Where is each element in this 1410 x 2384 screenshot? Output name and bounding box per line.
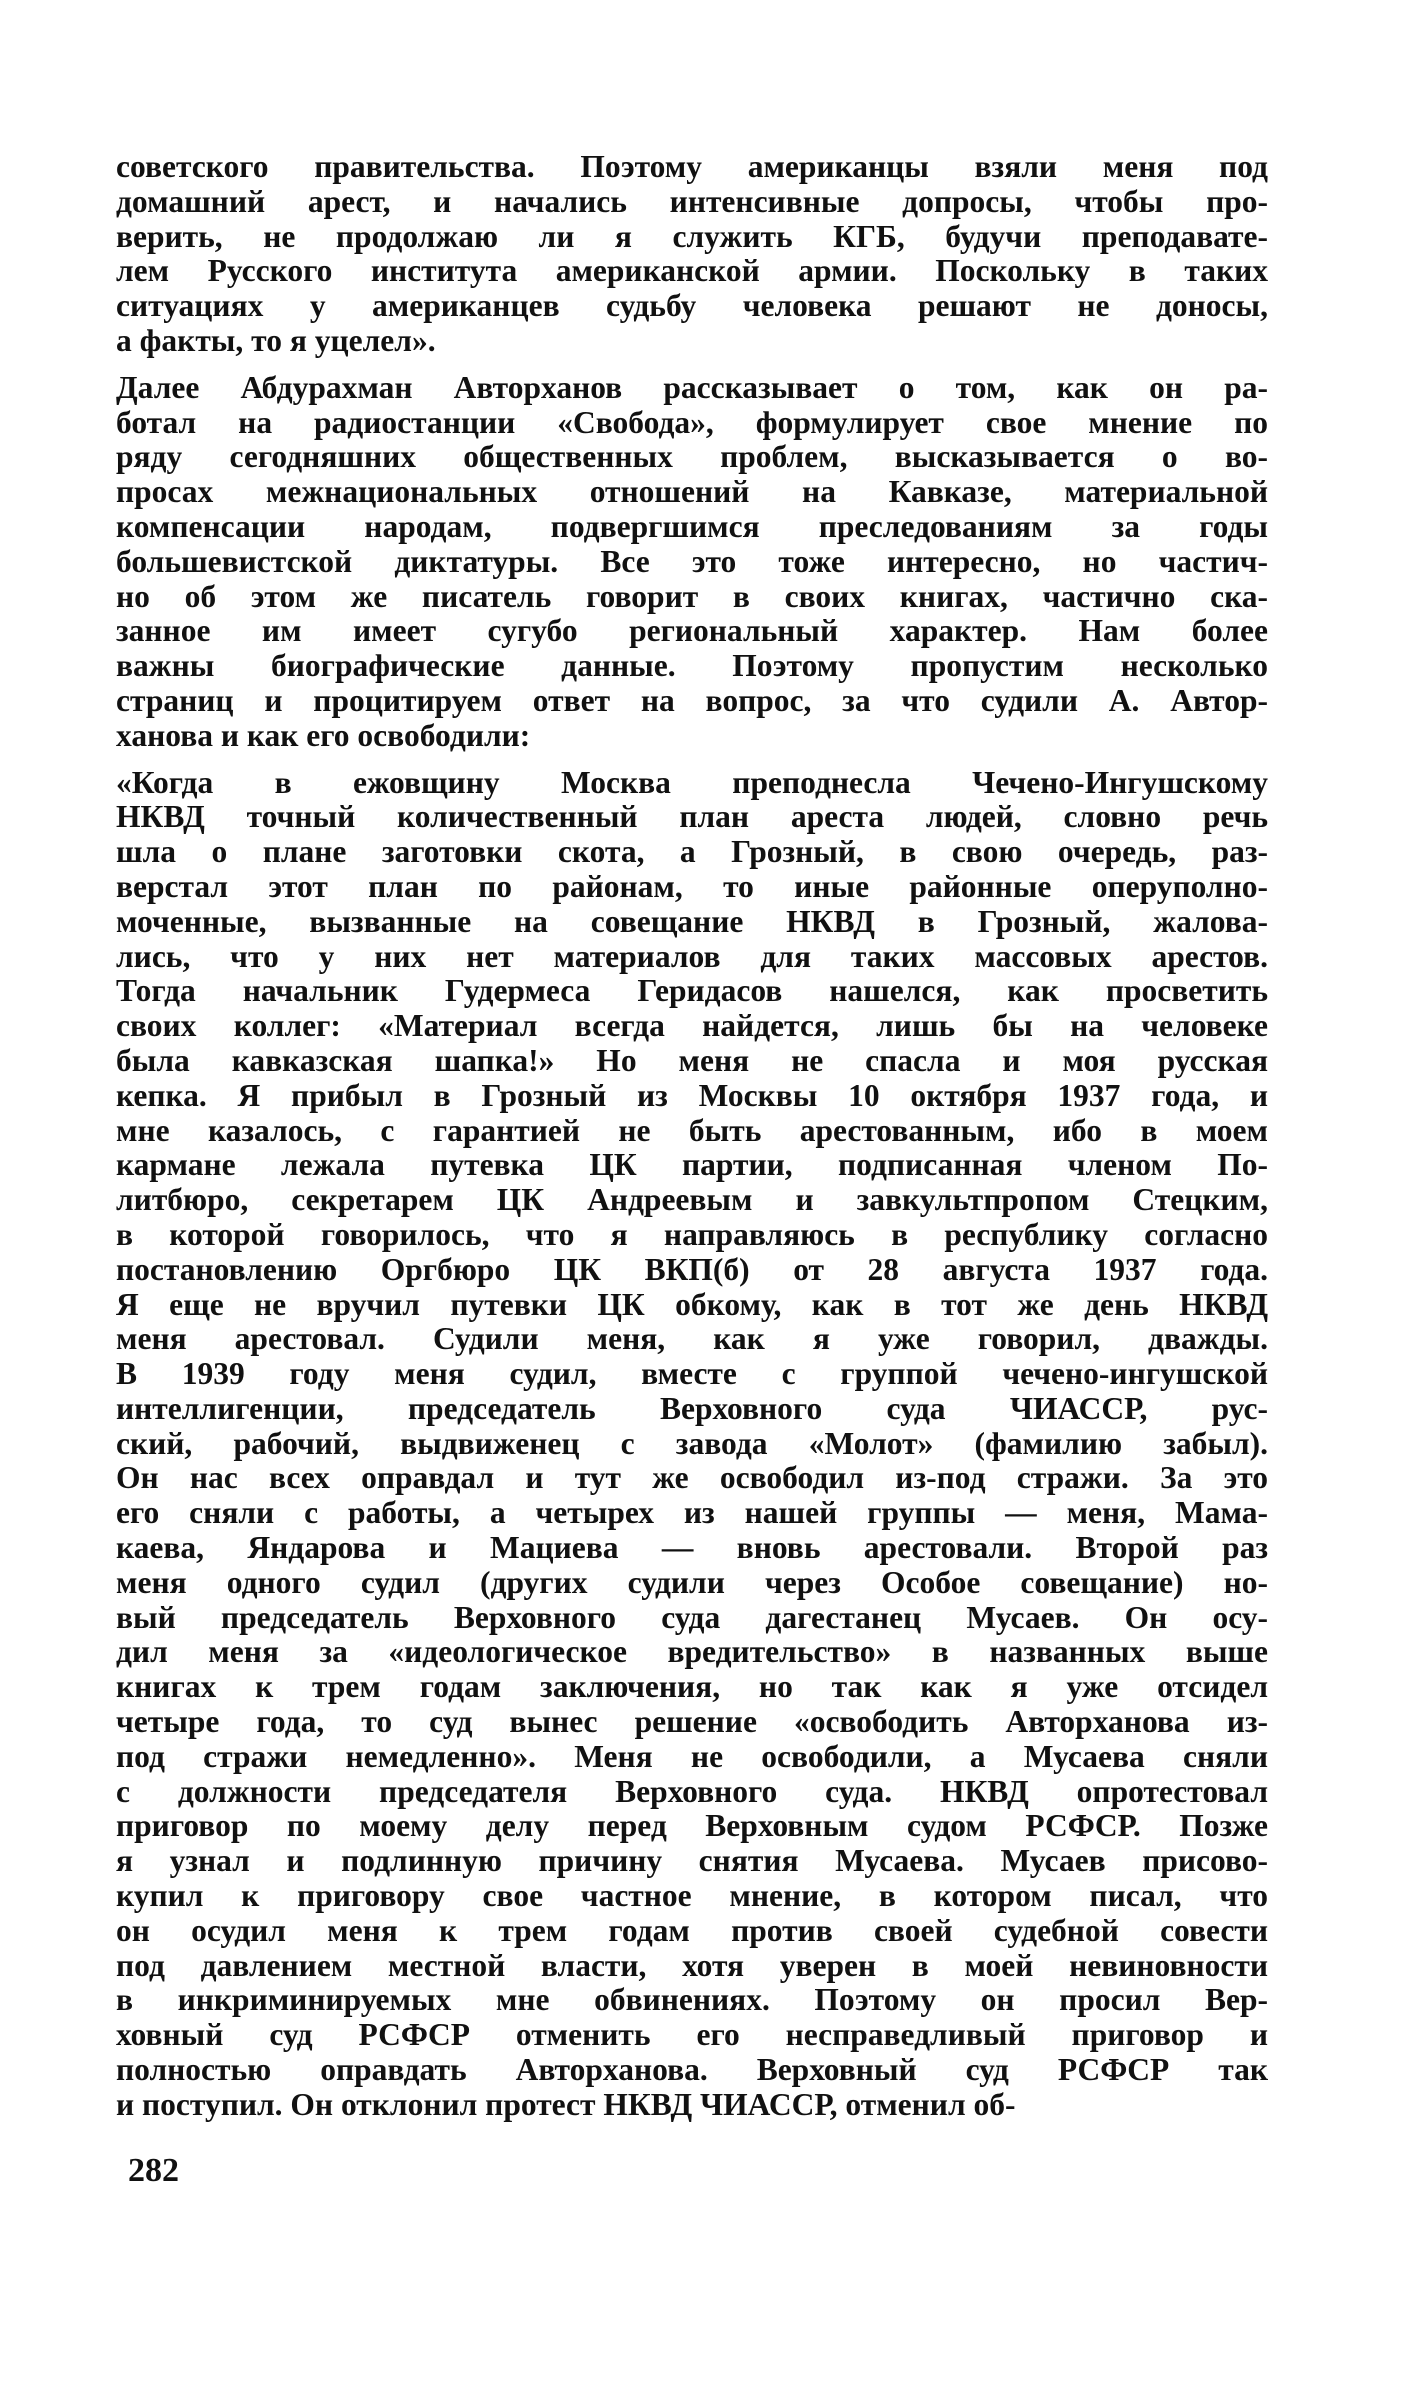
text-line: ситуациях у американцев судьбу человека решают не доносы, — [116, 288, 1268, 324]
paragraph-3-quote — [116, 766, 1268, 2123]
text-line: своих коллег: «Материал всегда найдется, лишь бы на человеке — [116, 1008, 1268, 1044]
text-line: приговор по моему делу перед Верховным судом РСФСР. Позже — [116, 1808, 1268, 1844]
text-line: занное им имеет сугубо региональный характер. Нам более — [116, 613, 1268, 649]
text-line: его сняли с работы, а четырех из нашей группы — меня, Мама- — [116, 1495, 1268, 1531]
text-line: ряду сегодняшних общественных проблем, высказывается о во- — [116, 439, 1268, 475]
text-line: он осудил меня к трем годам против своей судебной совести — [116, 1912, 1268, 1948]
text-line: кепка. Я прибыл в Грозный из Москвы 10 октября 1937 года, и — [116, 1077, 1268, 1113]
text-line: ботал на радиостанции «Свобода», формулирует свое мнение по — [116, 404, 1268, 440]
text-line: но об этом же писатель говорит в своих книгах, частично ска- — [116, 578, 1268, 614]
text-line: под давлением местной власти, хотя уверен в моей невиновности — [116, 1947, 1268, 1983]
text-line: советского правительства. Поэтому американцы взяли меня под — [116, 149, 1268, 184]
text-line: «Когда в ежовщину Москва преподнесла Чечено-Ингушскому — [116, 764, 1268, 800]
text-line: дил меня за «идеологическое вредительство» в названных выше — [116, 1634, 1268, 1670]
paragraph-gap — [116, 359, 1268, 371]
text-line: мне казалось, с гарантией не быть арестованным, ибо в моем — [116, 1112, 1268, 1148]
page-number: 282 — [128, 2152, 179, 2189]
text-line: а факты, то я уцелел». — [116, 322, 436, 358]
text-line: важны биографические данные. Поэтому пропустим несколько — [116, 648, 1268, 684]
text-line: и поступил. Он отклонил протест НКВД ЧИАССР, отменил об- — [116, 2086, 1016, 2122]
text-line: ханова и как его освободили: — [116, 717, 531, 753]
paragraph-1 — [116, 150, 1268, 359]
text-line: Я еще не вручил путевки ЦК обкому, как в тот же день НКВД — [116, 1286, 1268, 1322]
text-line: В 1939 году меня судил, вместе с группой чечено-ингушской — [116, 1356, 1268, 1392]
text-line: меня арестовал. Судили меня, как я уже говорил, дважды. — [116, 1321, 1268, 1357]
text-line: Далее Абдурахман Авторханов рассказывает о том, как он ра- — [116, 369, 1268, 405]
text-line: моченные, вызванные на совещание НКВД в Грозный, жалова- — [116, 903, 1268, 939]
text-line: постановлению Оргбюро ЦК ВКП(б) от 28 августа 1937 года. — [116, 1251, 1268, 1287]
text-line: полностью оправдать Авторханова. Верховный суд РСФСР так — [116, 2052, 1268, 2088]
text-line: под стражи немедленно». Меня не освободили, а Мусаева сняли — [116, 1738, 1268, 1774]
paragraph-gap — [116, 754, 1268, 766]
text-line: четыре года, то суд вынес решение «освободить Авторханова из- — [116, 1704, 1268, 1740]
text-line: Тогда начальник Гудермеса Геридасов нашелся, как просветить — [116, 973, 1268, 1009]
paragraph-2 — [116, 371, 1268, 754]
text-line: компенсации народам, подвергшимся преследованиям за годы — [116, 508, 1268, 544]
text-line: литбюро, секретарем ЦК Андреевым и завкультпропом Стецким, — [116, 1182, 1268, 1218]
text-line: лись, что у них нет материалов для таких массовых арестов. — [116, 938, 1268, 974]
text-line: НКВД точный количественный план ареста людей, словно речь — [116, 799, 1268, 835]
book-page — [116, 150, 1268, 2123]
text-line: каева, Яндарова и Мациева — вновь арестовали. Второй раз — [116, 1530, 1268, 1566]
text-line: просах межнациональных отношений на Кавказе, материальной — [116, 474, 1268, 510]
text-line: верстал этот план по районам, то иные районные оперуполно- — [116, 868, 1268, 904]
text-line: интеллигенции, председатель Верховного суда ЧИАССР, рус- — [116, 1390, 1268, 1426]
text-line: домашний арест, и начались интенсивные допросы, чтобы про- — [116, 183, 1268, 219]
text-line: меня одного судил (других судили через Особое совещание) но- — [116, 1564, 1268, 1600]
text-line: Он нас всех оправдал и тут же освободил из-под стражи. За это — [116, 1460, 1268, 1496]
text-line: в которой говорилось, что я направляюсь в республику согласно — [116, 1216, 1268, 1252]
text-line: купил к приговору свое частное мнение, в котором писал, что — [116, 1878, 1268, 1914]
text-line: большевистской диктатуры. Все это тоже интересно, но частич- — [116, 543, 1268, 579]
text-line: ский, рабочий, выдвиженец с завода «Молот» (фамилию забыл). — [116, 1425, 1268, 1461]
text-line: кармане лежала путевка ЦК партии, подписанная членом По- — [116, 1147, 1268, 1183]
text-line: шла о плане заготовки скота, а Грозный, в свою очередь, раз- — [116, 834, 1268, 870]
text-line: вый председатель Верховного суда дагестанец Мусаев. Он осу- — [116, 1599, 1268, 1635]
text-line: я узнал и подлинную причину снятия Мусаева. Мусаев присово- — [116, 1843, 1268, 1879]
text-line: книгах к трем годам заключения, но так как я уже отсидел — [116, 1669, 1268, 1705]
text-line: была кавказская шапка!» Но меня не спасла и моя русская — [116, 1042, 1268, 1078]
text-line: с должности председателя Верховного суда. НКВД опротестовал — [116, 1773, 1268, 1809]
text-line: ховный суд РСФСР отменить его несправедливый приговор и — [116, 2017, 1268, 2053]
text-line: страниц и процитируем ответ на вопрос, за что судили А. Автор- — [116, 682, 1268, 718]
text-line: верить, не продолжаю ли я служить КГБ, будучи преподавате- — [116, 218, 1268, 254]
text-line: лем Русского института американской армии. Поскольку в таких — [116, 253, 1268, 289]
text-line: в инкриминируемых мне обвинениях. Поэтому он просил Вер- — [116, 1982, 1268, 2018]
